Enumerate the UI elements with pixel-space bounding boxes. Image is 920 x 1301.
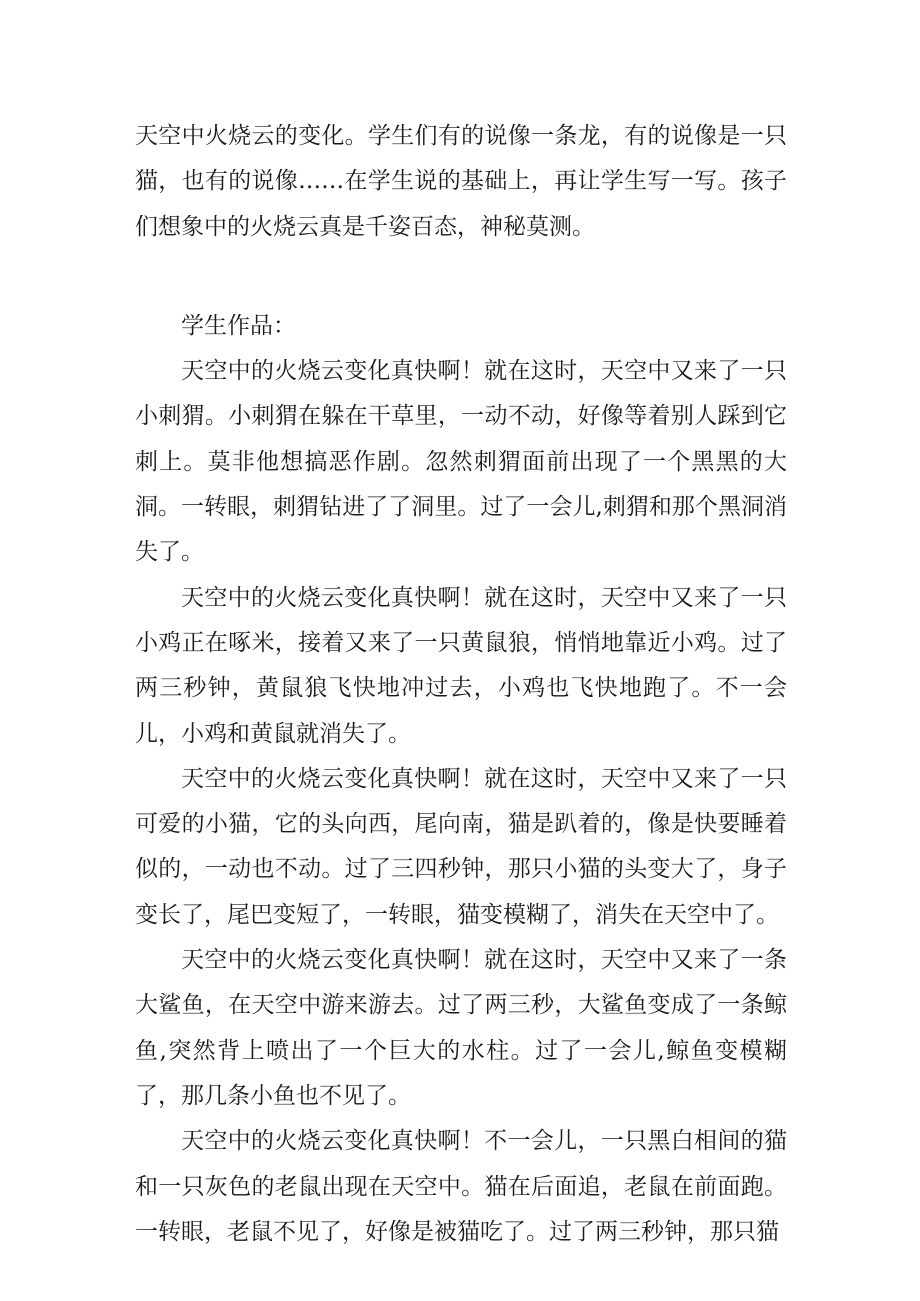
student-work-paragraph-5: 天空中的火烧云变化真快啊！不一会儿，一只黑白相间的猫和一只灰色的老鼠出现在天空中。猫在后面追，老鼠在前面跑。一转眼，老鼠不见了，好像是被猫吃了。过了两三秒钟，那只猫 (135, 1128, 787, 1245)
student-work-paragraph-2: 天空中的火烧云变化真快啊！就在这时，天空中又来了一只小鸡正在啄米，接着又来了一只黄鼠狼，悄悄地靠近小鸡。过了两三秒钟，黄鼠狼飞快地冲过去，小鸡也飞快地跑了。不一会儿，小鸡和黄鼠就消失了。 (135, 584, 787, 747)
student-work-paragraph-4: 天空中的火烧云变化真快啊！就在这时，天空中又来了一条大鲨鱼，在天空中游来游去。过了两三秒，大鲨鱼变成了一条鲸鱼,突然背上喷出了一个巨大的水柱。过了一会儿,鲸鱼变模糊了，那几条小鱼也不见了。 (135, 947, 787, 1109)
document-body (135, 114, 787, 1255)
student-works-label: 学生作品： (181, 312, 296, 339)
student-work-paragraph-1: 天空中的火烧云变化真快啊！就在这时，天空中又来了一只小刺猬。小刺猬在躲在干草里，一动不动，好像等着别人踩到它刺上。莫非他想搞恶作剧。忽然刺猬面前出现了一个黑黑的大洞。一转眼，刺猬钻进了了洞里。过了一会儿,刺猬和那个黑洞消失了。 (135, 358, 787, 566)
student-work-paragraph-3: 天空中的火烧云变化真快啊！就在这时，天空中又来了一只可爱的小猫，它的头向西，尾向南，猫是趴着的，像是快要睡着似的，一动也不动。过了三四秒钟，那只小猫的头变大了，身子变长了，尾巴变短了，一转眼，猫变模糊了，消失在天空中了。 (135, 765, 787, 928)
intro-paragraph: 天空中火烧云的变化。学生们有的说像一条龙，有的说像是一只猫，也有的说像……在学生说的基础上，再让学生写一写。孩子们想象中的火烧云真是千姿百态，神秘莫测。 (135, 123, 787, 240)
